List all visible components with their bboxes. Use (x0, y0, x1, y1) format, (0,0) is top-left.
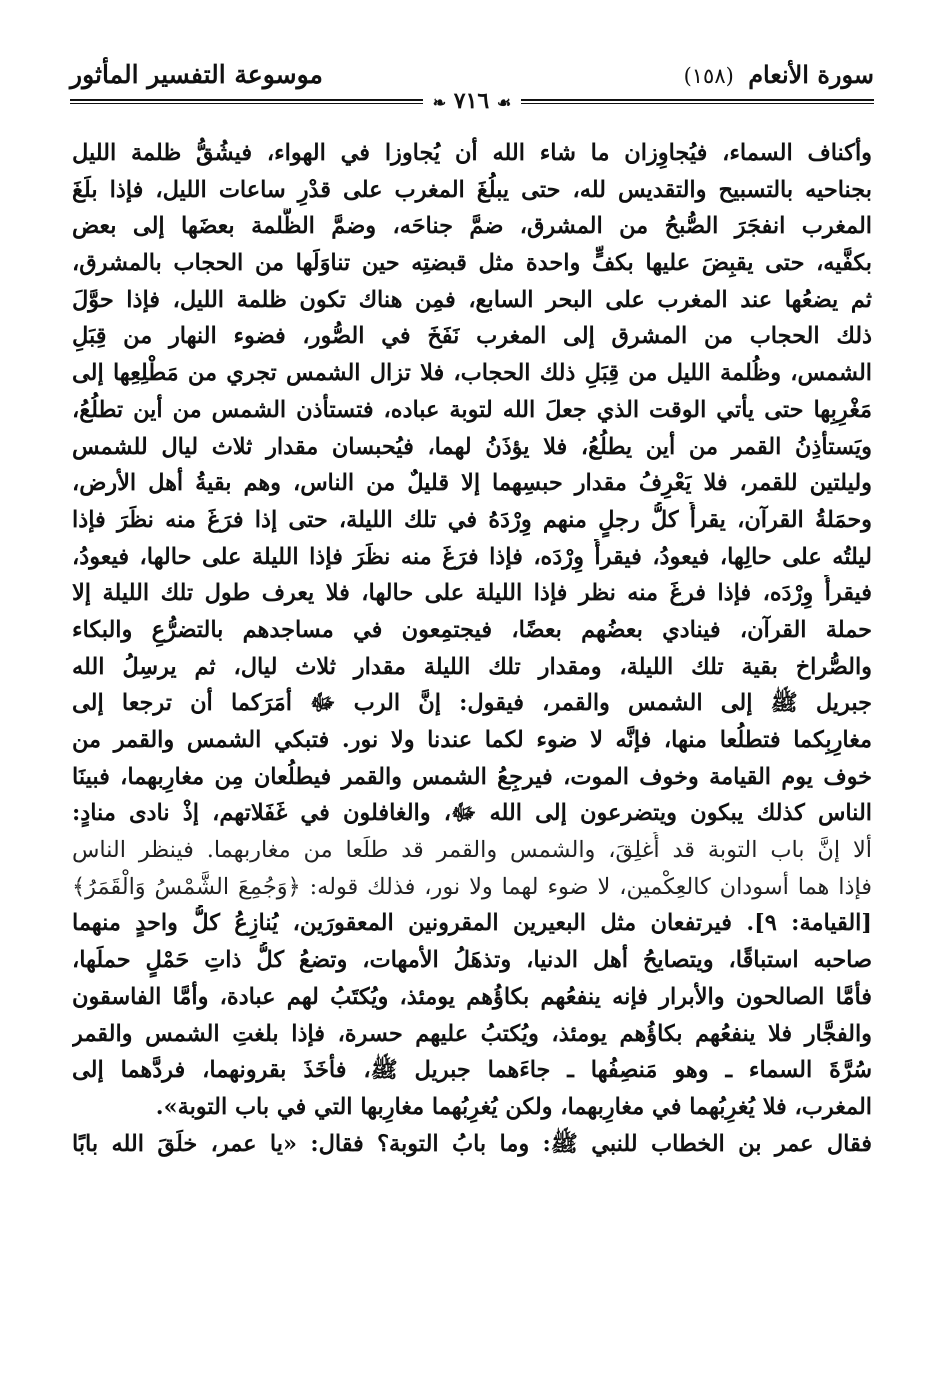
surah-name: سورة الأنعام (748, 60, 874, 89)
text-line: خوف يوم القيامة وخوف الموت، فيرجِعُ الشمس والقمر فيطلُعان مِن مغارِبهما، فبينَا (72, 763, 872, 790)
ornament-right-icon: ☙ (496, 93, 512, 112)
text-line: ذلك الحجاب من المشرق إلى المغرب نَفَخَ في الصُّور، فضوء النهار من قِبَلِ (72, 323, 872, 350)
text-line: الناس كذلك يبكون ويتضرعون إلى الله ﷻ، والغافلون في غَفَلاتهم، إذْ نادى منادٍ: (72, 800, 872, 827)
text-line: مغارِبِكما فتطلُعا منها، فإنَّه لا ضوء لكما عندنا ولا نور. فتبكي الشمس والقمر من (72, 727, 872, 753)
page-number-block (0, 88, 944, 114)
text-line: صاحبه استباقًا، ويتصايحُ أهل الدنيا، وتذهَلُ الأمهات، وتضعُ كلُّ ذاتِ حَمْلٍ حملَها، (72, 947, 872, 974)
text-line: [القيامة: ٩]. فيرتفعان مثل البعيرين المقرونين المعقورَين، يُنازِعُ كلُّ واحدٍ منهما (72, 910, 872, 937)
page-number: ٧١٦ (453, 88, 490, 114)
text-line: فيقرأُ وِرْدَه، فإذا فرغَ منه نظر فإذا الليلة على حالها، فلا يعرف طول تلك الليلة إلا (72, 580, 872, 607)
text-line: ويَستأذِنُ القمر من أين يطلُعُ، فلا يؤذَنُ لهما، فيُحبسان مقدار ثلاث ليال للشمس (72, 433, 872, 460)
text-line: وليلتين للقمر، فلا يَعْرِفُ مقدار حبسِهما إلا قليلٌ من الناس، وهم بقيةُ أهل الأرض، (72, 470, 872, 497)
text-line: والصُّراخ بقية تلك الليلة، ومقدار تلك الليلة مقدار ثلاث ليال، ثم يرسِلُ الله (72, 653, 872, 680)
book-title: موسوعة التفسير المأثور (70, 60, 323, 89)
text-line: فقال عمر بن الخطاب للنبي ﷺ: وما بابُ التوبة؟ فقال: «يا عمر، خلَقَ الله بابًا (72, 1130, 872, 1157)
text-line: وحمَلةُ القرآن، يقرأُ كلُّ رجلٍ منهم وِرْدَهُ في تلك الليلة، حتى إذا فرَغَ منه نظَرَ فإذا (72, 506, 872, 533)
text-line: مَغْرِبِها حتى يأتي الوقت الذي جعلَ الله لتوبة عباده، فتستأذن الشمس من أين تطلُعُ، (72, 396, 872, 423)
text-line: المغرب، فلا يُغرِبُهما في مغارِبهما، ولكن يُغرِبُهما مغارِبها التي في باب التوبة». (155, 1093, 872, 1120)
text-line: ألا إنَّ باب التوبة قد أُغلِقَ، والشمس والقمر قد طلَعا من مغاربهما. فينظر الناس (72, 837, 872, 864)
surah-reference (684, 60, 874, 89)
text-line: فأمَّا الصالحون والأبرار فإنه ينفعُهم بكاؤُهم يومئذ، ويُكتَبُ لهم عبادة، وأمَّا الفاسقون (72, 983, 872, 1010)
text-line: المغرب انفجَرَ الصُّبحُ من المشرق، ضمَّ جناحَه، وضمَّ الظُّلمة بعضَها إلى بعض (72, 213, 872, 240)
text-line: فإذا هما أسودان كالعِكْمين، لا ضوء لهما ولا نور، فذلك قوله: ﴿وَجُمِعَ الشَّمْسُ وَالْقَمَرُ﴾ (72, 873, 872, 900)
verse-number: (١٥٨) (683, 64, 734, 88)
text-line: والفجَّار فلا ينفعُهم بكاؤُهم يومئذ، ويُكتبُ عليهم حسرة، فإذا بلغتِ الشمس والقمر (72, 1020, 872, 1047)
body-text (72, 135, 872, 1162)
text-line: بجناحيه بالتسبيح والتقديس لله، حتى يبلُغَ المغرب على قدْرِ ساعات الليل، فإذا بلَغَ (72, 176, 872, 203)
text-line: وأكناف السماء، فيُجاوِزان ما شاء الله أن يُجاوزا في الهواء، فيشُقُّ ظلمة الليل (72, 140, 872, 166)
text-line: حملة القرآن، فينادي بعضُهم بعضًا، فيجتمِعون في مساجدهم بالتضرُّعِ والبكاء (72, 616, 872, 643)
text-line: بكفَّيه، حتى يقبِضَ عليها بكفٍّ واحدة مثل قبضتِه حين تناوَلَها من الحجاب بالمشرق، (72, 250, 872, 277)
ornament-left-icon: ❧ (432, 93, 447, 112)
text-line: جبريل ﷺ إلى الشمس والقمر، فيقول: إنَّ الرب ﷻ أمَرَكما أن ترجعا إلى (72, 690, 872, 717)
text-line: سُرَّةَ السماء ـ وهو مَنصِفُها ـ جاءَهما جبريل ﷺ، فأخَذَ بقرونهما، فردَّهما إلى (72, 1057, 872, 1084)
text-line: ليلتُه على حالِها، فيعودُ، فيقرأُ وِرْدَه، فإذا فرَغَ منه نظَرَ فإذا الليلة على حالها، فيعودُ، (72, 543, 872, 570)
text-line: الشمس، وظُلمة الليل من قِبَلِ ذلك الحجاب، فلا تزال الشمس تجري من مَطْلِعِها إلى (72, 360, 872, 387)
text-line: ثم يضعُها عند المغرب على البحر السابع، فمِن هناك تكون ظلمة الليل، فإذا حوَّلَ (72, 286, 872, 313)
